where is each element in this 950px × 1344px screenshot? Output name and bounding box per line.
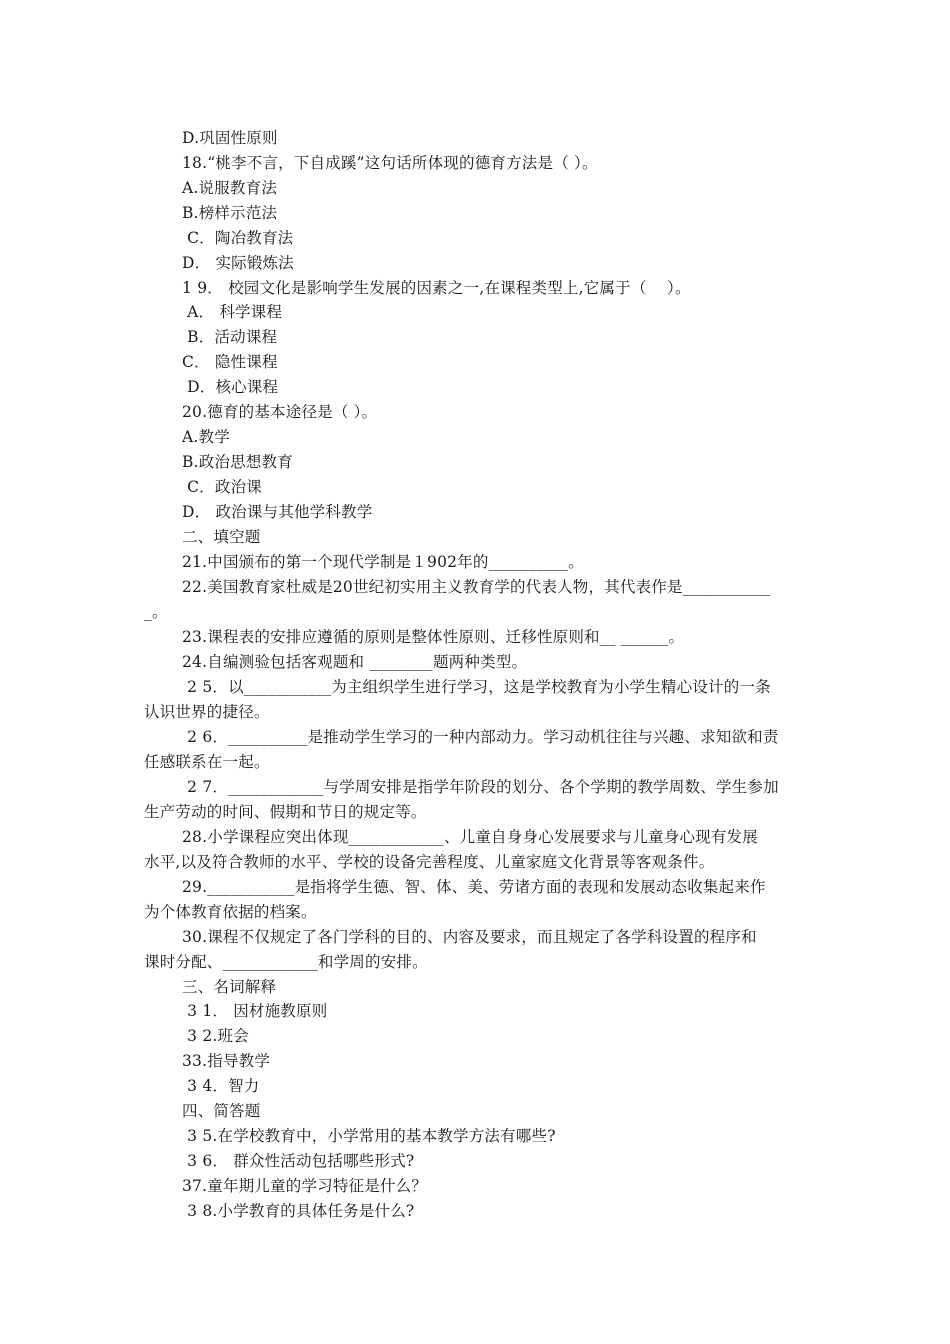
- question-line: 2 7．____________与学周安排是指学年阶段的划分、各个学期的教学周数、学生参加: [182, 778, 779, 796]
- question-line: 3 1． 因材施教原则: [182, 1002, 328, 1020]
- section-heading: 二、填空题: [182, 528, 261, 546]
- question-line: 1 9． 校园文化是影响学生发展的因素之一,在课程类型上,它属于（ ）。: [182, 279, 691, 297]
- question-line: 2 6．__________是推动学生学习的一种内部动力。学习动机往往与兴趣、求知欲和责: [182, 728, 779, 746]
- question-line: 20.德育的基本途径是（ ）。: [182, 403, 378, 421]
- question-line-continued: 生产劳动的时间、假期和节日的规定等。: [144, 803, 427, 821]
- option-line: B．活动课程: [182, 328, 278, 346]
- question-line: 24.自编测验包括客观题和 ________题两种类型。: [182, 653, 528, 671]
- question-line-continued: 为个体教育依据的档案。: [144, 903, 317, 921]
- option-line: C．政治课: [182, 478, 262, 496]
- question-line: 29.___________是指将学生德、智、体、美、劳诸方面的表现和发展动态收集起来作: [182, 878, 766, 896]
- option-line: A.教学: [182, 428, 230, 446]
- option-line: C． 隐性课程: [182, 353, 278, 371]
- question-line: 28.小学课程应突出体现____________、儿童自身身心发展要求与儿童身心现有发展: [182, 828, 758, 846]
- option-line: B.政治思想教育: [182, 453, 293, 471]
- question-line-continued: 任感联系在一起。: [144, 753, 270, 771]
- question-line: 3 5.在学校教育中，小学常用的基本教学方法有哪些?: [182, 1127, 556, 1145]
- question-line: 37.童年期儿童的学习特征是什么？: [182, 1177, 428, 1195]
- question-line-continued: 课时分配、____________和学周的安排。: [144, 953, 428, 971]
- question-line: 30.课程不仅规定了各门学科的目的、内容及要求，而且规定了各学科设置的程序和: [182, 928, 757, 946]
- question-line: 3 6． 群众性活动包括哪些形式?: [182, 1152, 415, 1170]
- option-line: D． 实际锻炼法: [182, 254, 294, 272]
- option-line: D． 政治课与其他学科教学: [182, 503, 373, 521]
- option-line: D．核心课程: [182, 378, 279, 396]
- question-line: 33.指导教学: [182, 1052, 271, 1070]
- option-line: B.榜样示范法: [182, 204, 278, 222]
- section-heading: 三、名词解释: [182, 978, 277, 996]
- question-line: 3 4．智力: [182, 1077, 260, 1095]
- question-line: 21.中国颁布的第一个现代学制是１902年的__________。: [182, 553, 584, 571]
- question-line-continued: 认识世界的捷径。: [144, 703, 270, 721]
- option-line: A.说服教育法: [182, 179, 278, 197]
- option-line: A． 科学课程: [182, 303, 283, 321]
- section-heading: 四、简答题: [182, 1102, 261, 1120]
- question-line: 22.美国教育家杜威是20世纪初实用主义教育学的代表人物，其代表作是___________: [182, 578, 771, 596]
- question-line: 18.“桃李不言，下自成蹊”这句话所体现的德育方法是（ ）。: [182, 154, 598, 172]
- option-line: C．陶冶教育法: [182, 229, 294, 247]
- question-line: 23.课程表的安排应遵循的原则是整体性原则、迁移性原则和__ ______。: [182, 628, 685, 646]
- question-line-continued: 水平,以及符合教师的水平、学校的设备完善程度、儿童家庭文化背景等客观条件。: [144, 853, 715, 871]
- question-line-continued: _。: [144, 603, 168, 621]
- option-line: D.巩固性原则: [182, 129, 278, 147]
- question-line: 3 8.小学教育的具体任务是什么?: [182, 1202, 415, 1220]
- question-line: 3 2.班会: [182, 1027, 249, 1045]
- question-line: 2 5．以___________为主组织学生进行学习，这是学校教育为小学生精心设计的一条: [182, 678, 771, 696]
